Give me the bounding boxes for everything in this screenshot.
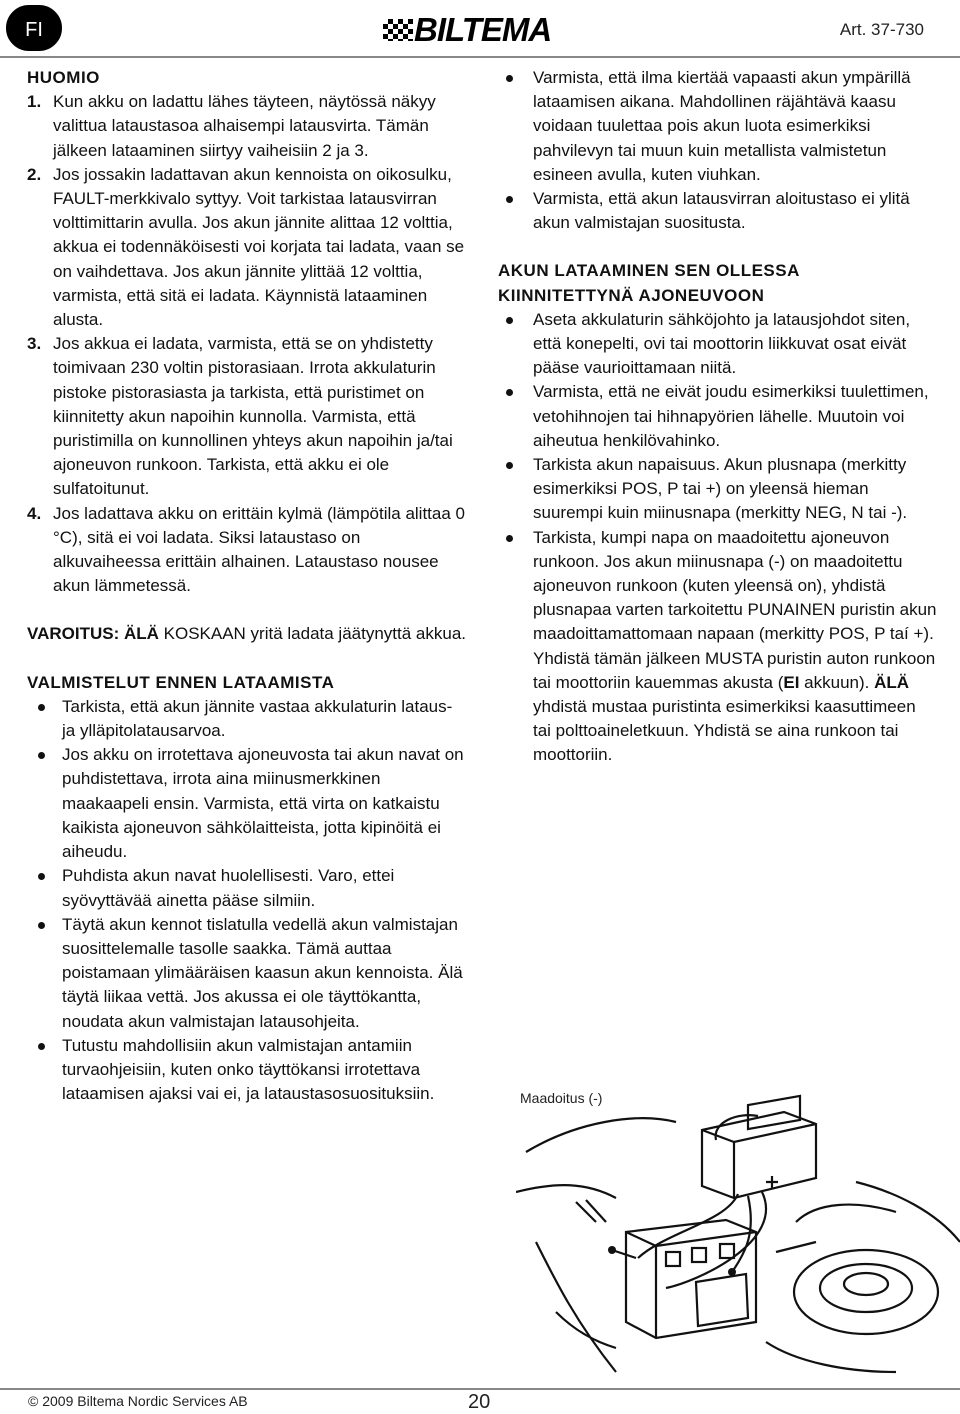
item-text: yhdistä mustaa puristinta esimerkiksi kaasuttimeen tai polttoaineletkuun. Yhdistä se aina runkoon tai moottoriin. <box>533 697 916 765</box>
huomio-heading: HUOMIO <box>27 68 100 87</box>
item-text: akkuun). <box>799 672 875 692</box>
item-text: Tarkista, kumpi napa on maadoitettu ajoneuvon runkoon. Jos akun miinusnapa (-) on maadoitettu ajoneuvon runkoon (kuten yleensä on), yhdistä plusnapaa varten tarkoitettu PUNAINEN puristin akun maadoittamattomaan napaan (merkitty POS, P taí +). Yhdistä tämän jälkeen MUSTA puristin auton runkoon tai moottoriin kauemmas akusta ( <box>533 527 937 692</box>
ground-label: Maadoitus (-) <box>520 1090 603 1106</box>
item-text: Tutustu mahdollisiin akun valmistajan antamiin turvaohjeisiin, kuten onko täyttökansi irrotettava lataamisen ajaksi vai ei, ja lataustasosuosituksiin. <box>62 1035 435 1104</box>
list-item <box>27 864 467 912</box>
list-item <box>498 526 938 768</box>
item-text: Puhdista akun navat huolellisesti. Varo, ettei syövyttävää ainetta pääse silmiin. <box>62 866 395 910</box>
item-text: Jos akkua ei ladata, varmista, että se on yhdistetty toimivaan 230 voltin pistorasiaan. Irrota akkulaturin pistoke pistorasiasta ja tarkista, että puristimet on kiinnitetty akun napoihin kunnolla. Varmista, että puristimilla on kunnollinen yhteys akun napoihin ja/tai ajoneuvon runkoon. Tarkista, että akku ei ole sulfatoitunut. <box>53 334 453 499</box>
item-text: Jos akku on irrotettava ajoneuvosta tai akun navat on puhdistettava, irrota aina miinusmerkkinen maakaapeli ensin. Varmista, että virta on katkaistu kaikista ajoneuvon sähkölaitteista, jotta kipinöitä ei aiheudu. <box>62 745 464 862</box>
warning-text: KOSKAAN yritä ladata jäätynyttä akkua. <box>158 624 467 644</box>
list-item <box>498 453 938 526</box>
item-number: 2. <box>27 164 42 184</box>
left-column <box>27 66 467 1106</box>
list-item <box>27 913 467 1034</box>
footer-divider <box>0 1388 960 1390</box>
item-text: Varmista, että akun latausvirran aloitustaso ei ylitä akun valmistajan suositusta. <box>533 189 910 233</box>
item-text: Jos ladattava akku on erittäin kylmä (lämpötila alittaa 0 °C), sitä ei voi ladata. Siksi lataustaso on alkuvaiheessa erittäin alhainen. Lataustaso nousee akun lämmetessä. <box>53 503 465 596</box>
ventilation-list <box>498 66 938 235</box>
bullet-icon <box>38 1043 45 1050</box>
bullet-icon <box>506 75 513 82</box>
item-text: Varmista, että ne eivät joudu esimerkiksi tuulettimen, vetohihnojen tai hihnapyörien lähelle. Muutoin voi aiheutua henkilövahinko. <box>533 382 929 450</box>
item-text: Aseta akkulaturin sähköjohto ja latausjohdot siten, että konepelti, ovi tai moottorin liikkuvat osat eivät pääse vaurioittamaan niitä. <box>533 309 911 378</box>
emphasis-text: ÄLÄ <box>874 672 910 692</box>
bullet-icon <box>38 873 45 880</box>
item-text: Varmista, että ilma kiertää vapaasti akun ympärillä lataamisen aikana. Mahdollinen räjähtävä kaasu voidaan tuulettaa pois akun luota esimerkiksi pahvilevyn tai muun kuin metallista valmistetun esineen avulla, kuten viuhkan. <box>533 68 911 184</box>
vehicle-list <box>498 308 938 768</box>
bullet-icon <box>506 535 513 542</box>
emphasis-text: EI <box>783 672 800 692</box>
list-item <box>27 743 467 864</box>
charger-illustration <box>516 1082 960 1382</box>
warning-label: VAROITUS: ÄLÄ <box>27 624 159 644</box>
item-text: Jos jossakin ladattavan akun kennoista on oikosulku, FAULT-merkkivalo syttyy. Voit tarkistaa latausvirran volttimittarin avulla. Jos akun jännite alittaa 12 volttia, akkua ei todennäköisesti voi korjata tai ladata, vaan se on vaihdettava. Jos akun jännite ylittää 12 volttia, varmista, että sitä ei ladata. Käynnistä lataaminen alusta. <box>53 164 465 330</box>
numbered-item <box>27 90 467 163</box>
page-header <box>0 0 960 60</box>
vehicle-heading: AKUN LATAAMINEN SEN OLLESSA KIINNITETTYNÄ AJONEUVOON <box>498 261 800 305</box>
right-column <box>498 66 938 768</box>
language-badge: FI <box>6 5 62 51</box>
bullet-icon <box>38 752 45 759</box>
list-item <box>498 187 938 235</box>
bullet-icon <box>506 196 513 203</box>
page-number: 20 <box>468 1391 491 1413</box>
numbered-item <box>27 502 467 599</box>
item-text: Täytä akun kennot tislatulla vedellä akun valmistajan suosittelemalle tasolle saakka. Tämä auttaa poistamaan ylimääräisen kaasun akun kennoista. Älä täytä liikaa vettä. Jos akussa ei ole täyttökantta, noudata akun valmistajan latausohjeita. <box>62 914 463 1031</box>
header-divider <box>0 56 960 58</box>
spacer <box>27 647 467 671</box>
item-text: Tarkista akun napaisuus. Akun plusnapa (merkitty esimerkiksi POS, P tai +) on yleensä hieman suurempi kuin miinusnapa (merkitty NEG, N tai -). <box>533 455 908 523</box>
list-item <box>498 308 938 381</box>
item-number: 4. <box>27 503 42 523</box>
spacer <box>498 235 938 259</box>
list-item <box>498 380 938 453</box>
item-text: Tarkista, että akun jännite vastaa akkulaturin lataus- ja ylläpitolatausarvoa. <box>62 696 453 741</box>
prep-heading: VALMISTELUT ENNEN LATAAMISTA <box>27 672 335 692</box>
item-number: 3. <box>27 334 42 354</box>
prep-list <box>27 695 467 1106</box>
bullet-icon <box>38 922 45 929</box>
item-number: 1. <box>27 92 42 112</box>
list-item <box>498 66 938 187</box>
brand-checker-icon <box>383 19 413 41</box>
article-number: Art. 37-730 <box>839 20 924 39</box>
list-item <box>27 1034 467 1107</box>
item-text: Kun akku on ladattu lähes täyteen, näytössä näkyy valittua lataustasoa alhaisempi latausvirta. Tämän jälkeen lataaminen siirtyy vaiheisiin 2 ja 3. <box>53 92 436 160</box>
copyright-text: © 2009 Biltema Nordic Services AB <box>28 1393 248 1409</box>
bullet-icon <box>506 389 513 396</box>
numbered-item <box>27 163 467 332</box>
numbered-item <box>27 332 467 501</box>
warning-paragraph <box>27 622 467 646</box>
brand-logo: BILTEMA <box>414 11 552 48</box>
bullet-icon <box>506 317 513 324</box>
bullet-icon <box>506 462 513 469</box>
spacer <box>27 598 467 622</box>
list-item <box>27 695 467 743</box>
bullet-icon <box>38 704 45 711</box>
